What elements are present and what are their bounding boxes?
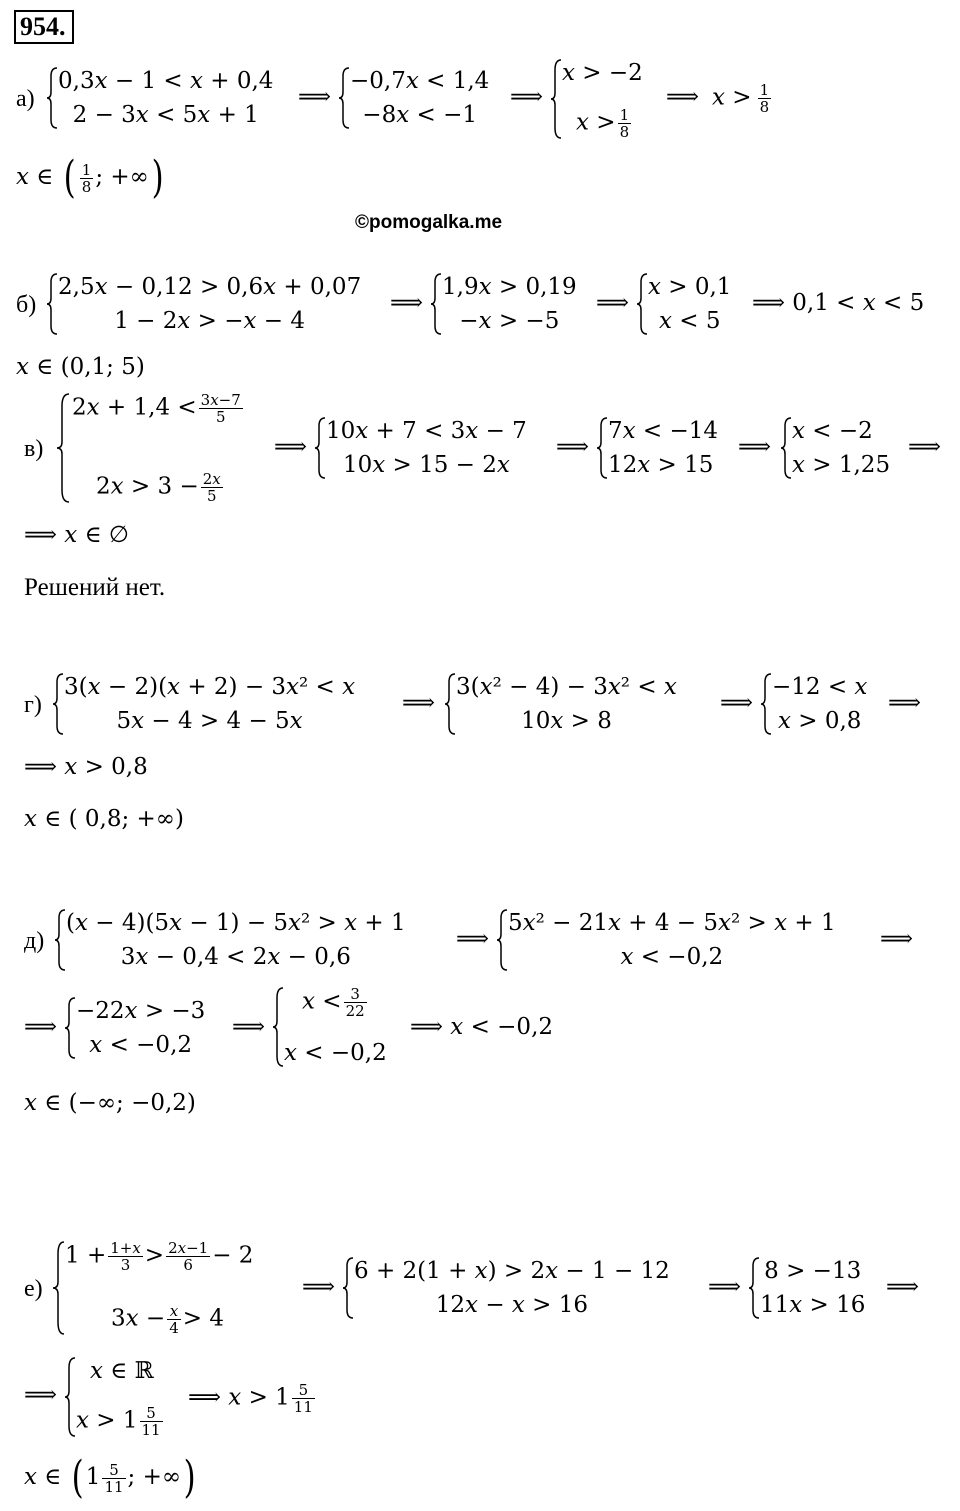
implies-arrow: ⟹ (232, 1014, 265, 1040)
a-sys3-row1: 𝑥 > −2 (562, 60, 643, 86)
implies-arrow: ⟹ (274, 434, 307, 460)
g-answer: 𝑥 ∈ ( 0,8; +∞) (24, 806, 184, 832)
watermark: ©pomogalka.me (355, 212, 503, 233)
v-system-2 (314, 416, 527, 480)
brace-icon (54, 908, 66, 972)
implies-arrow: ⟹ (738, 434, 771, 460)
b-sys1-row2: 1 − 2𝑥 > −𝑥 − 4 (114, 308, 305, 334)
brace-icon (496, 908, 508, 972)
part-d-label: д) (24, 928, 45, 954)
v-sys4-row2: 𝑥 > 1,25 (792, 452, 891, 478)
brace-icon (596, 416, 608, 480)
e-system-4 (64, 1356, 165, 1438)
b-system-1 (46, 272, 361, 336)
v-sys2-row1: 10𝑥 + 7 < 3𝑥 − 7 (326, 418, 527, 444)
v-sys2-row2: 10𝑥 > 15 − 2𝑥 (342, 452, 510, 478)
b-sys2-row2: −𝑥 > −5 (459, 308, 560, 334)
brace-icon (430, 272, 442, 336)
brace-icon (64, 1356, 76, 1438)
implies-arrow: ⟹ (556, 434, 589, 460)
v-system-3 (596, 416, 718, 480)
g-system-1 (52, 672, 355, 736)
v-sys1-row2: 2𝑥 > 3 − 2𝑥 5 (96, 470, 221, 505)
implies-arrow: ⟹ (880, 926, 913, 952)
b-system-3 (636, 272, 731, 336)
b-result: ⟹ 0,1 < 𝑥 < 5 (752, 290, 925, 316)
d-system-2 (496, 908, 836, 972)
v-sys1-row1: 2𝑥 + 1,4 < 3𝑥−7 5 (72, 391, 241, 426)
implies-arrow: ⟹ (24, 1382, 57, 1408)
e-system-3 (748, 1256, 865, 1320)
g-sys2-row1: 3(𝑥² − 4) − 3𝑥² < 𝑥 (456, 674, 677, 700)
e-system-1 (52, 1240, 253, 1336)
a-sys2-row1: −0,7𝑥 < 1,4 (350, 68, 490, 94)
g-system-2 (444, 672, 677, 736)
brace-icon (272, 986, 284, 1068)
g-sys1-row1: 3(𝑥 − 2)(𝑥 + 2) − 3𝑥² < 𝑥 (64, 674, 356, 700)
implies-arrow: ⟹ (302, 1274, 335, 1300)
a-sys3-row2: 𝑥 > $\frac{1}{8}$ (576, 106, 630, 141)
brace-icon (52, 672, 64, 736)
d-result: ⟹ 𝑥 < −0,2 (410, 1014, 554, 1040)
b-sys3-row2: 𝑥 < 5 (658, 308, 721, 334)
a-answer: 𝑥 ∈ ( $\frac{1}{8}$ ; +∞) (16, 152, 164, 203)
brace-icon (46, 272, 58, 336)
b-sys2-row1: 1,9𝑥 > 0,19 (442, 274, 577, 300)
e-sys1-row1: 1 + 1+𝑥 3 > 2𝑥−1 6 − 2 (65, 1239, 254, 1274)
part-g-label: г) (24, 692, 42, 718)
d-sys3-row2: 𝑥 < −0,2 (89, 1032, 193, 1058)
v-sys4-row1: 𝑥 < −2 (792, 418, 873, 444)
implies-arrow: ⟹ (886, 1274, 919, 1300)
d-sys3-row1: −22𝑥 > −3 (76, 998, 206, 1024)
brace-icon (64, 996, 76, 1060)
problem-number: 954. (14, 10, 74, 44)
implies-arrow: ⟹ (720, 690, 753, 716)
v-system-1 (56, 392, 245, 504)
brace-icon (550, 58, 562, 140)
g-sys3-row2: 𝑥 > 0,8 (777, 708, 862, 734)
brace-icon (46, 66, 58, 130)
brace-icon (780, 416, 792, 480)
g-sys1-row2: 5𝑥 − 4 > 4 − 5𝑥 (116, 708, 303, 734)
v-sys3-row1: 7𝑥 < −14 (608, 418, 719, 444)
a-system-1 (46, 66, 273, 130)
e-sys4-row2: 𝑥 > 1 $\frac{5}{11}$ (76, 1404, 161, 1439)
d-sys1-row1: (𝑥 − 4)(5𝑥 − 1) − 5𝑥² > 𝑥 + 1 (66, 910, 406, 936)
implies-arrow: ⟹ (456, 926, 489, 952)
d-sys4-row2: 𝑥 < −0,2 (284, 1040, 387, 1066)
e-sys2-row2: 12𝑥 − 𝑥 > 16 (435, 1292, 589, 1318)
brace-icon (342, 1256, 354, 1320)
brace-icon (444, 672, 456, 736)
brace-icon (636, 272, 648, 336)
implies-arrow: ⟹ (596, 290, 629, 316)
d-sys1-row2: 3𝑥 − 0,4 < 2𝑥 − 0,6 (120, 944, 351, 970)
brace-icon (760, 672, 772, 736)
implies-arrow: ⟹ (510, 84, 543, 110)
v-result: ⟹ 𝑥 ∈ ∅ (24, 522, 129, 548)
v-system-4 (780, 416, 890, 480)
implies-arrow: ⟹ (888, 690, 921, 716)
a-sys2-row2: −8𝑥 < −1 (362, 102, 477, 128)
part-a-label: а) (16, 86, 35, 112)
e-sys2-row1: 6 + 2(1 + 𝑥) > 2𝑥 − 1 − 12 (354, 1258, 670, 1284)
implies-arrow: ⟹ (390, 290, 423, 316)
a-result: 𝑥 > $\frac{1}{8}$ (712, 81, 770, 116)
e-result: ⟹ 𝑥 > 1 $\frac{5}{11}$ (188, 1381, 313, 1416)
brace-icon (56, 392, 70, 504)
e-sys1-row2: 3𝑥 − 𝑥 4 > 4 (111, 1302, 224, 1337)
e-sys3-row2: 11𝑥 > 16 (760, 1292, 866, 1318)
b-system-2 (430, 272, 577, 336)
implies-arrow: ⟹ (24, 1014, 57, 1040)
part-b-label: б) (16, 292, 37, 318)
implies-arrow: ⟹ (908, 434, 941, 460)
b-answer: 𝑥 ∈ (0,1; 5) (16, 354, 145, 380)
part-v-label: в) (24, 436, 44, 462)
d-system-4 (272, 986, 387, 1068)
a-sys1-row2: 2 − 3𝑥 < 5𝑥 + 1 (72, 102, 259, 128)
a-system-2 (338, 66, 489, 130)
d-sys4-row1: 𝑥 < $\frac{3}{22}$ (302, 985, 365, 1020)
b-sys1-row1: 2,5𝑥 − 0,12 > 0,6𝑥 + 0,07 (58, 274, 362, 300)
v-sys3-row2: 12𝑥 > 15 (608, 452, 714, 478)
e-system-2 (342, 1256, 670, 1320)
e-answer: 𝑥 ∈ ( 1 $\frac{5}{11}$ ; +∞) (24, 1452, 196, 1503)
brace-icon (748, 1256, 760, 1320)
d-sys2-row1: 5𝑥² − 21𝑥 + 4 − 5𝑥² > 𝑥 + 1 (508, 910, 836, 936)
b-sys3-row1: 𝑥 > 0,1 (648, 274, 732, 300)
d-system-3 (64, 996, 205, 1060)
brace-icon (314, 416, 326, 480)
g-sys3-row1: −12 < 𝑥 (772, 674, 868, 700)
g-sys2-row2: 10𝑥 > 8 (521, 708, 612, 734)
d-answer: 𝑥 ∈ (−∞; −0,2) (24, 1090, 196, 1116)
brace-icon (338, 66, 350, 130)
v-no-solutions-text: Решений нет. (24, 574, 166, 601)
implies-arrow: ⟹ (298, 84, 331, 110)
implies-arrow: ⟹ (666, 84, 699, 110)
e-sys4-row1: 𝑥 ∈ ℝ (90, 1358, 154, 1384)
implies-arrow: ⟹ (402, 690, 435, 716)
a-sys1-row1: 0,3𝑥 − 1 < 𝑥 + 0,4 (58, 68, 274, 94)
a-system-3 (550, 58, 643, 140)
g-system-3 (760, 672, 867, 736)
e-sys3-row1: 8 > −13 (764, 1258, 862, 1284)
part-e-label: е) (24, 1276, 43, 1302)
d-system-1 (54, 908, 406, 972)
d-sys2-row2: 𝑥 < −0,2 (620, 944, 724, 970)
brace-icon (52, 1240, 65, 1336)
implies-arrow: ⟹ (708, 1274, 741, 1300)
g-result: ⟹ 𝑥 > 0,8 (24, 754, 148, 780)
